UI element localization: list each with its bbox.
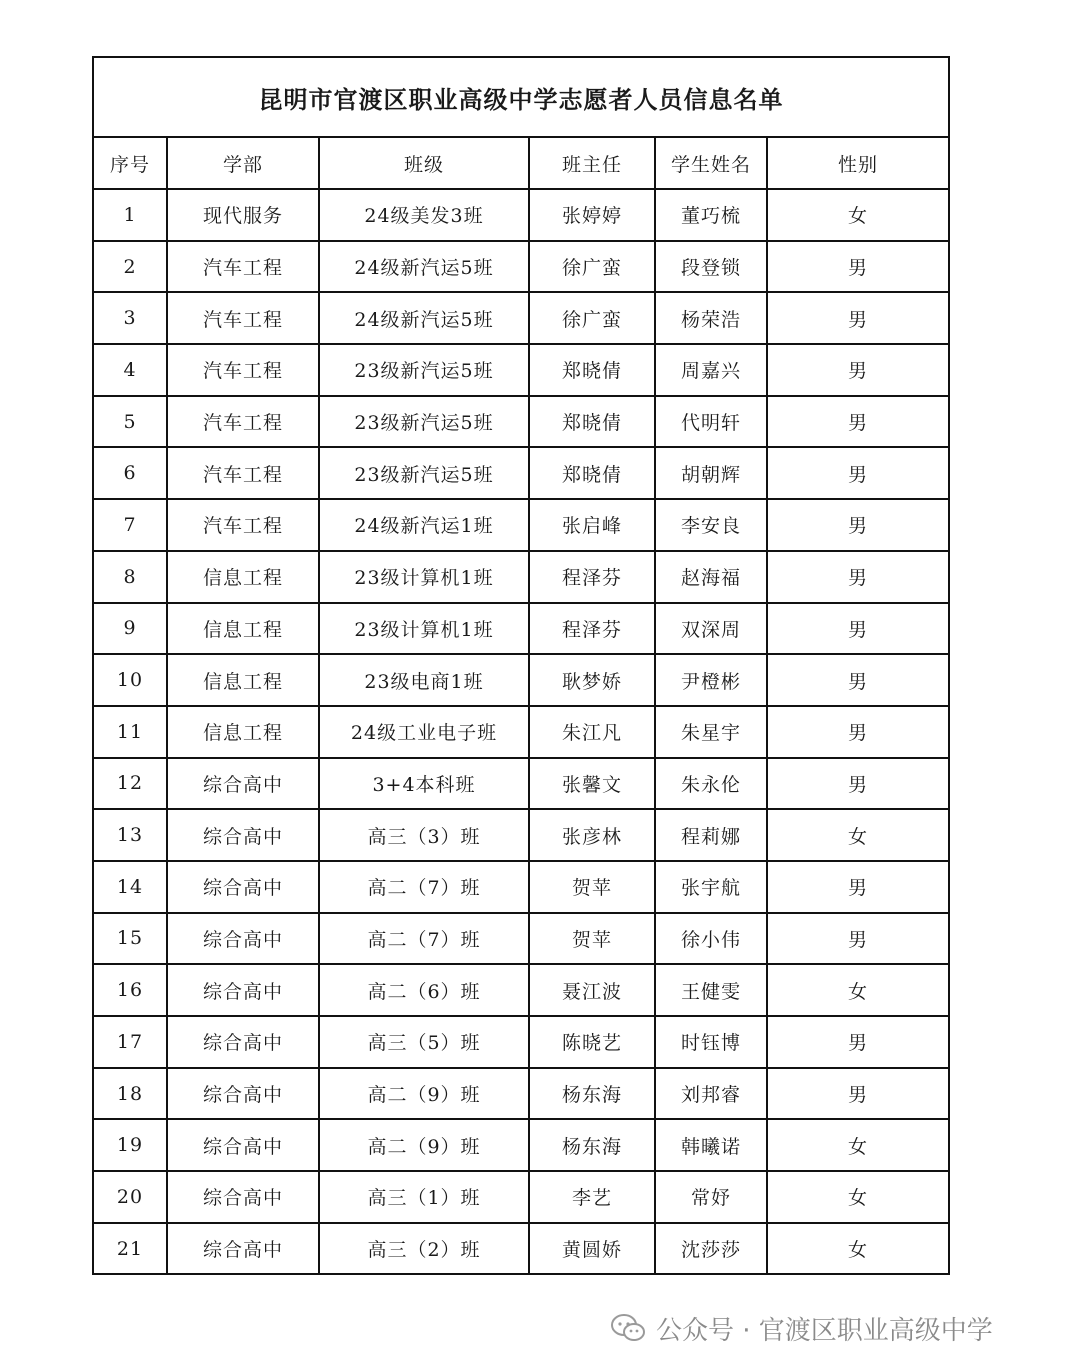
cell-head-teacher: 程泽芬	[529, 603, 655, 655]
cell-index: 18	[93, 1068, 167, 1120]
table-row	[93, 1119, 949, 1171]
cell-head-teacher: 陈晓艺	[529, 1016, 655, 1068]
table-row	[93, 292, 949, 344]
cell-head-teacher: 朱江凡	[529, 706, 655, 758]
cell-class: 高三（5）班	[319, 1016, 529, 1068]
cell-index: 20	[93, 1171, 167, 1223]
cell-class: 24级工业电子班	[319, 706, 529, 758]
cell-head-teacher: 杨东海	[529, 1119, 655, 1171]
cell-index: 12	[93, 758, 167, 810]
account-watermark	[610, 1306, 993, 1350]
cell-student-name: 韩曦诺	[655, 1119, 767, 1171]
cell-head-teacher: 郑晓倩	[529, 344, 655, 396]
cell-department: 信息工程	[167, 603, 319, 655]
cell-index: 4	[93, 344, 167, 396]
cell-student-name: 朱永伦	[655, 758, 767, 810]
cell-student-name: 徐小伟	[655, 913, 767, 965]
cell-class: 24级新汽运5班	[319, 241, 529, 293]
cell-head-teacher: 杨东海	[529, 1068, 655, 1120]
cell-gender: 男	[767, 861, 949, 913]
cell-index: 1	[93, 189, 167, 241]
cell-head-teacher: 郑晓倩	[529, 447, 655, 499]
cell-class: 24级美发3班	[319, 189, 529, 241]
cell-gender: 男	[767, 913, 949, 965]
cell-department: 综合高中	[167, 1068, 319, 1120]
cell-student-name: 李安良	[655, 499, 767, 551]
table-row	[93, 344, 949, 396]
cell-department: 综合高中	[167, 1171, 319, 1223]
cell-index: 2	[93, 241, 167, 293]
cell-student-name: 刘邦睿	[655, 1068, 767, 1120]
cell-index: 5	[93, 396, 167, 448]
cell-student-name: 段登锁	[655, 241, 767, 293]
table-row	[93, 241, 949, 293]
cell-head-teacher: 耿梦娇	[529, 654, 655, 706]
cell-index: 8	[93, 551, 167, 603]
table-row	[93, 913, 949, 965]
cell-gender: 男	[767, 447, 949, 499]
cell-head-teacher: 李艺	[529, 1171, 655, 1223]
cell-student-name: 王健雯	[655, 964, 767, 1016]
table-row	[93, 396, 949, 448]
cell-department: 综合高中	[167, 913, 319, 965]
cell-student-name: 周嘉兴	[655, 344, 767, 396]
table-row	[93, 1171, 949, 1223]
cell-student-name: 张宇航	[655, 861, 767, 913]
cell-class: 高三（1）班	[319, 1171, 529, 1223]
cell-department: 信息工程	[167, 706, 319, 758]
table-row	[93, 551, 949, 603]
cell-class: 高三（2）班	[319, 1223, 529, 1275]
cell-student-name: 朱星宇	[655, 706, 767, 758]
cell-class: 24级新汽运1班	[319, 499, 529, 551]
cell-department: 综合高中	[167, 964, 319, 1016]
header-student-name: 学生姓名	[655, 137, 767, 189]
cell-department: 综合高中	[167, 809, 319, 861]
cell-head-teacher: 张启峰	[529, 499, 655, 551]
cell-class: 高二（7）班	[319, 913, 529, 965]
cell-head-teacher: 张婷婷	[529, 189, 655, 241]
cell-head-teacher: 贺苹	[529, 913, 655, 965]
cell-student-name: 董巧梳	[655, 189, 767, 241]
roster-body	[93, 189, 949, 1274]
cell-class: 高二（7）班	[319, 861, 529, 913]
cell-department: 综合高中	[167, 1119, 319, 1171]
header-index: 序号	[93, 137, 167, 189]
cell-class: 23级新汽运5班	[319, 344, 529, 396]
table-row	[93, 603, 949, 655]
cell-department: 汽车工程	[167, 344, 319, 396]
cell-head-teacher: 徐广蛮	[529, 292, 655, 344]
cell-gender: 男	[767, 344, 949, 396]
cell-gender: 女	[767, 1171, 949, 1223]
cell-student-name: 胡朝辉	[655, 447, 767, 499]
cell-department: 综合高中	[167, 861, 319, 913]
cell-gender: 男	[767, 241, 949, 293]
header-gender: 性别	[767, 137, 949, 189]
cell-class: 3+4本科班	[319, 758, 529, 810]
cell-gender: 女	[767, 964, 949, 1016]
table-row	[93, 706, 949, 758]
cell-head-teacher: 黄圆娇	[529, 1223, 655, 1275]
cell-gender: 男	[767, 292, 949, 344]
cell-index: 9	[93, 603, 167, 655]
cell-class: 24级新汽运5班	[319, 292, 529, 344]
cell-department: 汽车工程	[167, 241, 319, 293]
cell-index: 19	[93, 1119, 167, 1171]
cell-head-teacher: 程泽芬	[529, 551, 655, 603]
cell-index: 11	[93, 706, 167, 758]
cell-department: 汽车工程	[167, 499, 319, 551]
cell-head-teacher: 徐广蛮	[529, 241, 655, 293]
table-row	[93, 1068, 949, 1120]
header-head-teacher: 班主任	[529, 137, 655, 189]
cell-department: 汽车工程	[167, 396, 319, 448]
cell-student-name: 时钰博	[655, 1016, 767, 1068]
cell-head-teacher: 郑晓倩	[529, 396, 655, 448]
document-title: 昆明市官渡区职业高级中学志愿者人员信息名单	[93, 57, 949, 137]
table-row	[93, 447, 949, 499]
cell-class: 23级新汽运5班	[319, 396, 529, 448]
cell-class: 23级计算机1班	[319, 551, 529, 603]
cell-student-name: 代明轩	[655, 396, 767, 448]
cell-index: 13	[93, 809, 167, 861]
cell-gender: 男	[767, 1068, 949, 1120]
cell-index: 16	[93, 964, 167, 1016]
table-row	[93, 189, 949, 241]
cell-department: 综合高中	[167, 1016, 319, 1068]
header-row	[93, 137, 949, 189]
cell-gender: 男	[767, 758, 949, 810]
cell-student-name: 赵海福	[655, 551, 767, 603]
cell-head-teacher: 张馨文	[529, 758, 655, 810]
cell-index: 6	[93, 447, 167, 499]
cell-head-teacher: 聂江波	[529, 964, 655, 1016]
cell-department: 汽车工程	[167, 292, 319, 344]
cell-gender: 女	[767, 1119, 949, 1171]
table-row	[93, 861, 949, 913]
cell-index: 10	[93, 654, 167, 706]
header-class: 班级	[319, 137, 529, 189]
cell-department: 信息工程	[167, 551, 319, 603]
cell-department: 综合高中	[167, 758, 319, 810]
cell-student-name: 程莉娜	[655, 809, 767, 861]
cell-gender: 男	[767, 603, 949, 655]
header-department: 学部	[167, 137, 319, 189]
table-row	[93, 499, 949, 551]
cell-index: 7	[93, 499, 167, 551]
volunteer-roster-table	[92, 56, 950, 1275]
cell-department: 综合高中	[167, 1223, 319, 1275]
cell-gender: 女	[767, 1223, 949, 1275]
cell-class: 高二（9）班	[319, 1119, 529, 1171]
cell-student-name: 双深周	[655, 603, 767, 655]
cell-class: 高三（3）班	[319, 809, 529, 861]
cell-gender: 女	[767, 189, 949, 241]
table-row	[93, 964, 949, 1016]
table-row	[93, 654, 949, 706]
table-row	[93, 1223, 949, 1275]
title-row	[93, 57, 949, 137]
cell-head-teacher: 张彦林	[529, 809, 655, 861]
cell-student-name: 常妤	[655, 1171, 767, 1223]
watermark-text: 公众号 · 官渡区职业高级中学	[656, 1315, 993, 1346]
cell-department: 现代服务	[167, 189, 319, 241]
table-row	[93, 1016, 949, 1068]
cell-student-name: 杨荣浩	[655, 292, 767, 344]
cell-gender: 男	[767, 499, 949, 551]
cell-index: 21	[93, 1223, 167, 1275]
cell-department: 汽车工程	[167, 447, 319, 499]
cell-gender: 男	[767, 551, 949, 603]
cell-gender: 男	[767, 1016, 949, 1068]
cell-student-name: 沈莎莎	[655, 1223, 767, 1275]
cell-gender: 男	[767, 654, 949, 706]
cell-class: 高二（9）班	[319, 1068, 529, 1120]
table-row	[93, 809, 949, 861]
wechat-icon	[610, 1313, 646, 1343]
cell-gender: 男	[767, 396, 949, 448]
cell-class: 23级电商1班	[319, 654, 529, 706]
table-row	[93, 758, 949, 810]
cell-class: 高二（6）班	[319, 964, 529, 1016]
cell-department: 信息工程	[167, 654, 319, 706]
cell-index: 17	[93, 1016, 167, 1068]
volunteer-roster-sheet	[92, 56, 948, 1275]
cell-student-name: 尹橙彬	[655, 654, 767, 706]
cell-class: 23级新汽运5班	[319, 447, 529, 499]
cell-gender: 男	[767, 706, 949, 758]
cell-head-teacher: 贺苹	[529, 861, 655, 913]
cell-gender: 女	[767, 809, 949, 861]
cell-index: 3	[93, 292, 167, 344]
cell-index: 14	[93, 861, 167, 913]
cell-class: 23级计算机1班	[319, 603, 529, 655]
cell-index: 15	[93, 913, 167, 965]
